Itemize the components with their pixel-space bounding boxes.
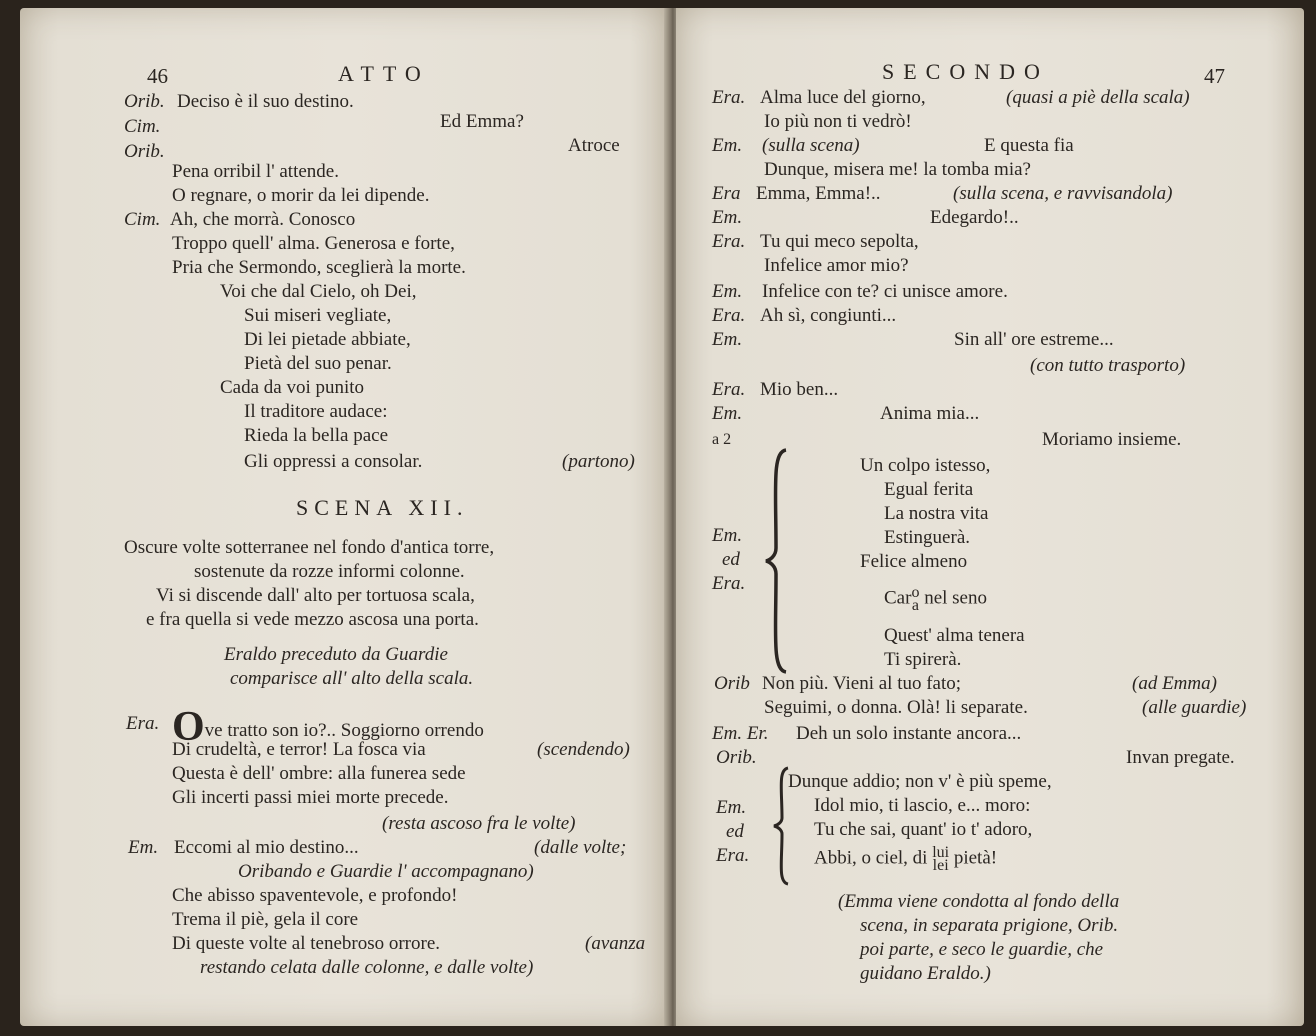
left-page [20, 8, 668, 1026]
verse-line: Eccomi al mio destino... [174, 837, 359, 858]
verse-line: Anima mia... [880, 403, 980, 424]
verse-line: Rieda la bella pace [244, 425, 389, 446]
verse-line: Io più non ti vedrò! [764, 111, 912, 132]
verse-line: Cada da voi punito [220, 377, 365, 398]
verse-line: Estinguerà. [884, 527, 971, 548]
verse-line: Di queste volte al tenebroso orrore. [172, 933, 441, 954]
verse-line: Alma luce del giorno, [760, 87, 926, 108]
stage-direction: (Emma viene condotta al fondo della [838, 891, 1120, 912]
speaker: Em. Er. [712, 723, 769, 744]
entrance-direction: comparisce all' alto della scala. [230, 668, 474, 689]
verse-line: Idol mio, ti lascio, e... moro: [814, 795, 1031, 816]
verse-line: Tu qui meco sepolta, [760, 231, 919, 252]
speaker: Orib. [124, 91, 165, 112]
speaker: Em. [128, 837, 159, 858]
speaker: Orib [714, 673, 750, 694]
verse-line: Infelice con te? ci unisce amore. [762, 281, 1008, 302]
page-number: 47 [1204, 64, 1225, 88]
stage-direction: (alle guardie) [1142, 697, 1247, 718]
verse-line: Deciso è il suo destino. [177, 91, 354, 112]
verse-line: Di lei pietade abbiate, [244, 329, 411, 350]
verse-line: Pria che Sermondo, sceglierà la morte. [172, 257, 466, 278]
verse-line: Un colpo istesso, [860, 455, 991, 476]
ending-o: o [911, 584, 920, 601]
speaker: Em. [716, 797, 747, 818]
stage-direction: (scendendo) [537, 739, 630, 760]
verse-line: Ti spirerà. [884, 649, 962, 670]
stage-direction: (sulla scena) [762, 135, 860, 156]
verse-line: Tu che sai, quant' io t' adoro, [814, 819, 1033, 840]
verse-line: Dunque addio; non v' è più speme, [788, 771, 1052, 792]
verse-line: Mio ben... [760, 379, 839, 400]
verse-text: Car [884, 587, 912, 609]
stage-direction: sostenute da rozze informi colonne. [194, 561, 465, 582]
verse-line: Atroce [568, 135, 620, 156]
verse-text: ve tratto son io?.. Soggiorno orrendo [204, 720, 484, 741]
verse-line: Dunque, misera me! la tomba mia? [764, 159, 1031, 180]
verse-line: Pietà del suo penar. [244, 353, 392, 374]
verse-line: Di crudeltà, e terror! La fosca via [172, 739, 426, 760]
verse-line: Il traditore audace: [244, 401, 388, 422]
speaker: Era. [126, 713, 160, 734]
verse-line [814, 846, 997, 872]
speaker: Era. [712, 379, 746, 400]
verse-line: Ed Emma? [440, 111, 524, 132]
stage-direction: (sulla scena, e ravvisandola) [953, 183, 1173, 204]
verse-line: Seguimi, o donna. Olà! li separate. [764, 697, 1028, 718]
stage-direction: (partono) [562, 451, 635, 472]
verse-line: Infelice amor mio? [764, 255, 909, 276]
stage-direction: Oribando e Guardie l' accompagnano) [238, 861, 534, 882]
speaker: Em. [712, 281, 743, 302]
speaker: Era. [716, 845, 750, 866]
stage-direction: scena, in separata prigione, Orib. [860, 915, 1119, 936]
stage-direction: (con tutto trasporto) [1030, 355, 1186, 376]
verse-line [884, 586, 987, 612]
page-number: 46 [147, 64, 168, 88]
verse-line: Gli incerti passi miei morte precede. [172, 787, 449, 808]
speaker: Em. [712, 135, 743, 156]
running-header: SECONDO [882, 59, 1049, 84]
stage-direction: Vi si discende dall' alto per tortuosa scala, [156, 585, 475, 606]
verse-line: E questa fia [984, 135, 1074, 156]
speaker: Cim. [124, 209, 161, 230]
verse-line: Ah sì, congiunti... [760, 305, 897, 326]
verse-line: Emma, Emma!.. [756, 183, 881, 204]
verse-line: Non più. Vieni al tuo fato; [762, 673, 962, 694]
verse-text: Abbi, o ciel, di [814, 847, 928, 869]
speaker: Cim. [124, 116, 161, 137]
speaker: Em. [712, 329, 743, 350]
running-header: ATTO [338, 61, 430, 86]
verse-line: Quest' alma tenera [884, 625, 1025, 646]
speaker: Orib. [124, 141, 165, 162]
verse-text: nel seno [924, 587, 987, 609]
stage-direction: e fra quella si vede mezzo ascosa una porta. [146, 609, 479, 630]
speaker: Em. [712, 525, 743, 546]
right-page [676, 8, 1304, 1026]
brace-icon [764, 448, 790, 674]
verse-line: Troppo quell' alma. Generosa e forte, [172, 233, 455, 254]
verse-line: Deh un solo instante ancora... [796, 723, 1022, 744]
alternate-pronoun [932, 846, 949, 872]
speaker: Em. [712, 403, 743, 424]
stage-direction: (dalle volte; [534, 837, 627, 858]
speaker: Em. [712, 207, 743, 228]
stage-direction: (quasi a piè della scala) [1006, 87, 1190, 108]
stage-direction: guidano Eraldo.) [860, 963, 991, 984]
stage-direction: restando celata dalle colonne, e dalle volte) [200, 957, 534, 978]
verse-line: Felice almeno [860, 551, 968, 572]
speaker: ed [726, 821, 744, 842]
scene-title: SCENA XII. [296, 495, 469, 520]
speaker: ed [722, 549, 740, 570]
speaker: Era. [712, 305, 746, 326]
stage-direction: poi parte, e seco le guardie, che [860, 939, 1104, 960]
verse-line: Edegardo!.. [930, 207, 1019, 228]
verse-line: Sin all' ore estreme... [954, 329, 1114, 350]
stage-direction: Oscure volte sotterranee nel fondo d'antica torre, [124, 537, 495, 558]
speaker: a 2 [712, 431, 732, 448]
verse-line: Voi che dal Cielo, oh Dei, [220, 281, 417, 302]
verse-line: Sui miseri vegliate, [244, 305, 392, 326]
ending-a: a [911, 597, 919, 614]
verse-line: O regnare, o morir da lei dipende. [172, 185, 430, 206]
pronoun-lei: lei [932, 857, 949, 874]
drop-cap: O [172, 704, 205, 750]
entrance-direction: Eraldo preceduto da Guardie [224, 644, 448, 665]
speaker: Era [712, 183, 741, 204]
pronoun-lui: lui [932, 844, 950, 861]
verse-line: Questa è dell' ombre: alla funerea sede [172, 763, 466, 784]
speaker: Era. [712, 87, 746, 108]
speaker: Era. [712, 231, 746, 252]
speaker: Orib. [716, 747, 757, 768]
verse-line: La nostra vita [884, 503, 989, 524]
speaker: Era. [712, 573, 746, 594]
verse-line: Invan pregate. [1126, 747, 1235, 768]
alternate-ending [911, 586, 919, 612]
verse-line: Egual ferita [884, 479, 974, 500]
stage-direction: (resta ascoso fra le volte) [382, 813, 576, 834]
verse-line: Gli oppressi a consolar. [244, 451, 423, 472]
verse-line: Moriamo insieme. [1042, 429, 1182, 450]
stage-direction: (ad Emma) [1132, 673, 1217, 694]
stage-direction: (avanza [585, 933, 646, 954]
verse-line: Che abisso spaventevole, e profondo! [172, 885, 458, 906]
verse-text: pietà! [953, 847, 998, 869]
verse-line: Pena orribil l' attende. [172, 161, 339, 182]
verse-line: Trema il piè, gela il core [172, 909, 359, 930]
verse-line: Ah, che morrà. Conosco [170, 209, 356, 230]
